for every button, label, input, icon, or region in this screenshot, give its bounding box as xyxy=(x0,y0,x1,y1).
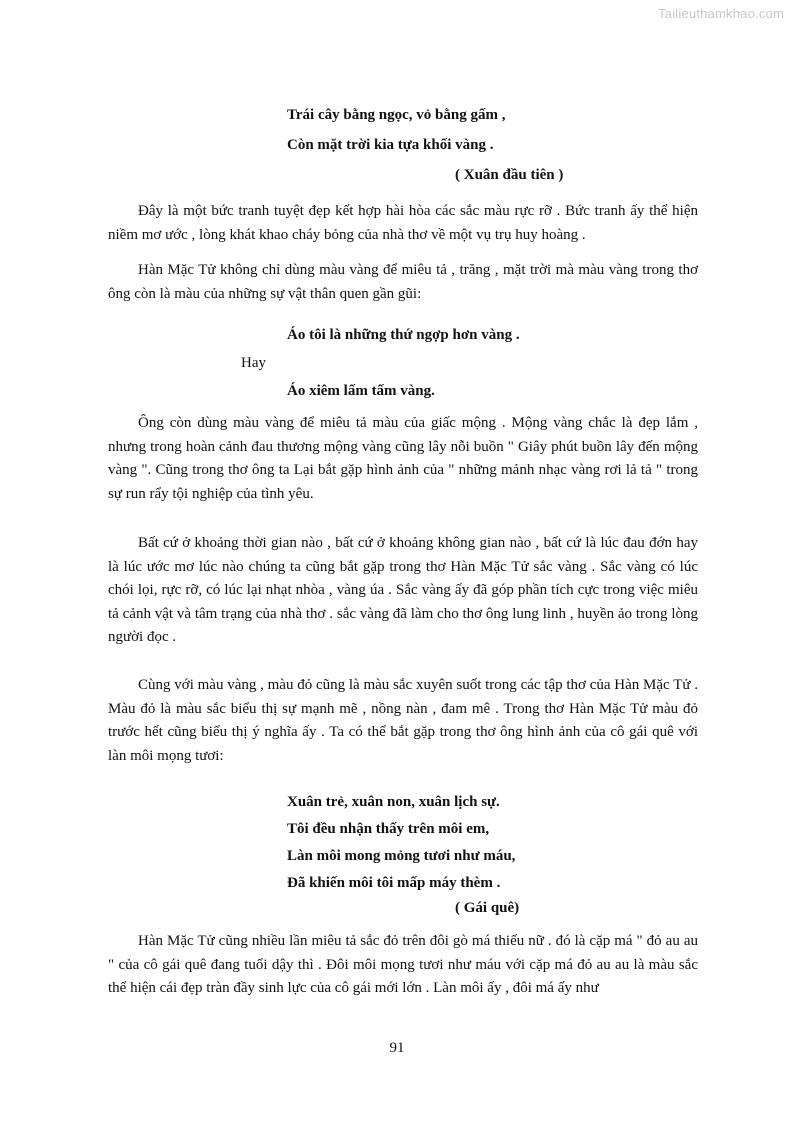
paragraph-4: Bất cứ ở khoảng thời gian nào , bất cứ ở khoảng không gian nào , bất cứ là lúc đau đớn hay là lúc ước mơ lúc nào chúng ta cũng bắt gặp trong thơ Hàn Mặc Tử sắc vàng . Sắc vàng có lúc chói lọi, rực rỡ, có lúc lại nhạt nhòa , vàng úa . Sắc vàng ấy đã góp phần tích cực trong việc miêu tả cảnh vật và tâm trạng của nhà thơ . sắc vàng đã làm cho thơ ông lung linh , huyền ảo trong lòng người đọc . xyxy=(108,535,698,645)
paragraph-2: Hàn Mặc Tử không chỉ dùng màu vàng để miêu tả , trăng , mặt trời mà màu vàng trong thơ ông còn là màu của những sự vật thân quen gần gũi: xyxy=(108,262,698,302)
quote-2: Áo xiêm lấm tấm vàng. xyxy=(287,383,435,399)
watermark-text: Tailieuthamkhao.com xyxy=(658,6,784,21)
poem1-source: ( Xuân đầu tiên ) xyxy=(455,167,564,183)
paragraph-5: Cùng với màu vàng , màu đỏ cũng là màu sắc xuyên suốt trong các tập thơ của Hàn Mặc Tử . Màu đỏ là màu sắc biểu thị sự mạnh mẽ , nồng nàn , đam mê . Trong thơ Hàn Mặc Tử màu đỏ trước hết cũng biểu thị ý nghĩa ấy . Ta có thể bắt gặp trong thơ ông hình ảnh của cô gái quê với làn môi mọng tươi: xyxy=(108,677,698,764)
paragraph-3: Ông còn dùng màu vàng để miêu tả màu của giấc mộng . Mộng vàng chắc là đẹp lắm , nhưng trong hoàn cảnh đau thương mộng vàng cũng lây nỗi buồn " Giây phút buồn lây đến mộng vàng ". Cũng trong thơ ông ta Lại bắt gặp hình ảnh của " những mảnh nhạc vàng rơi lả tả " trong sự run rẩy tội nghiệp của tình yêu. xyxy=(108,415,698,502)
poem2-line-2: Tôi đều nhận thấy trên môi em, xyxy=(287,821,490,837)
page-number: 91 xyxy=(389,1040,405,1056)
poem1-line-2: Còn mặt trời kia tựa khối vàng . xyxy=(287,137,494,153)
poem2-line-1: Xuân trẻ, xuân non, xuân lịch sự. xyxy=(287,794,500,810)
poem2-line-4: Đã khiến môi tôi mấp máy thèm . xyxy=(287,875,501,891)
connector-hay: Hay xyxy=(241,355,266,371)
poem1-line-1: Trái cây bằng ngọc, vỏ bằng gấm , xyxy=(287,107,506,123)
poem2-source: ( Gái quê) xyxy=(455,900,520,916)
paragraph-6: Hàn Mặc Tử cũng nhiều lần miêu tả sắc đỏ trên đôi gò má thiếu nữ . đó là cặp má " đỏ au au " của cô gái quê đang tuổi dậy thì . Đôi môi mọng tươi như máu với cặp má đỏ au au là màu sắc thể hiện cái đẹp tràn đầy sinh lực của cô gái mới lớn . Làn môi ấy , đôi má ấy như xyxy=(108,933,698,996)
quote-1: Áo tôi là những thứ ngợp hơn vàng . xyxy=(287,327,520,343)
poem2-line-3: Làn môi mong mỏng tươi như máu, xyxy=(287,848,516,864)
paragraph-1: Đây là một bức tranh tuyệt đẹp kết hợp hài hòa các sắc màu rực rỡ . Bức tranh ấy thể hiện niềm mơ ước , lòng khát khao cháy bỏng của nhà thơ về một vụ trụ huy hoàng . xyxy=(108,203,698,243)
